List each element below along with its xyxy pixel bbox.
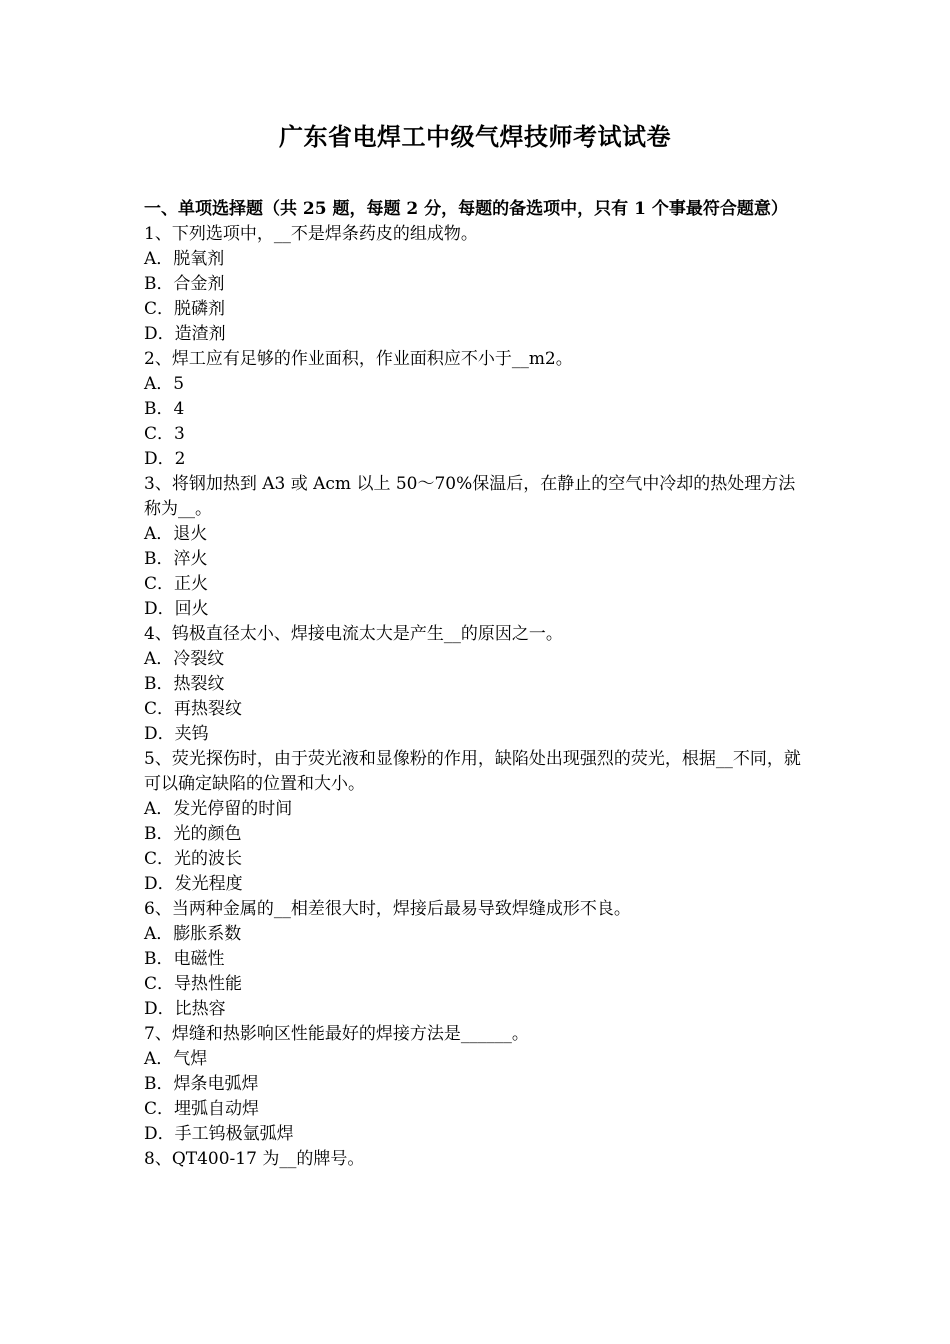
option-b: B．合金剂: [144, 274, 225, 294]
question-3: [144, 472, 812, 622]
question-stem: 3、将钢加热到 A3 或 Acm 以上 50～70%保温后，在静止的空气中冷却的热处理方法称为__。: [144, 474, 796, 519]
option-a: A．退火: [144, 524, 208, 544]
question-stem: 7、焊缝和热影响区性能最好的焊接方法是______。: [144, 1024, 529, 1044]
option-a: A．冷裂纹: [144, 649, 225, 669]
section-heading: 一、单项选择题（共 25 题，每题 2 分，每题的备选项中，只有 1 个事最符合题意）: [144, 199, 788, 219]
document-title: 广东省电焊工中级气焊技师考试试卷: [279, 122, 671, 151]
option-b: B．淬火: [144, 549, 208, 569]
option-b: B．电磁性: [144, 949, 225, 969]
option-d: D．夹钨: [144, 724, 209, 744]
exam-content: [144, 197, 812, 1172]
option-c: C．脱磷剂: [144, 299, 226, 319]
question-stem: 6、当两种金属的__相差很大时，焊接后最易导致焊缝成形不良。: [144, 899, 631, 919]
question-stem: 1、下列选项中，__不是焊条药皮的组成物。: [144, 224, 478, 244]
question-stem: 2、焊工应有足够的作业面积，作业面积应不小于__m2。: [144, 349, 573, 369]
question-1: [144, 222, 812, 347]
question-stem: 8、QT400-17 为__的牌号。: [144, 1149, 365, 1169]
option-a: A．5: [144, 374, 185, 394]
option-d: D．发光程度: [144, 874, 243, 894]
question-stem: 4、钨极直径太小、焊接电流太大是产生__的原因之一。: [144, 624, 563, 644]
option-a: A．发光停留的时间: [144, 799, 293, 819]
option-a: A．膨胀系数: [144, 924, 242, 944]
question-stem: 5、荧光探伤时，由于荧光液和显像粉的作用，缺陷处出现强烈的荧光，根据__不同，就可以确定缺陷的位置和大小。: [144, 749, 801, 794]
option-b: B．光的颜色: [144, 824, 242, 844]
option-d: D．手工钨极氩弧焊: [144, 1124, 294, 1144]
option-a: A．气焊: [144, 1049, 208, 1069]
option-c: C．再热裂纹: [144, 699, 243, 719]
question-8: [144, 1147, 812, 1172]
option-d: D．比热容: [144, 999, 226, 1019]
option-d: D．2: [144, 449, 186, 469]
option-c: C．3: [144, 424, 185, 444]
option-c: C．正火: [144, 574, 209, 594]
option-d: D．造渣剂: [144, 324, 226, 344]
question-7: [144, 1022, 812, 1147]
option-c: C．埋弧自动焊: [144, 1099, 260, 1119]
question-4: [144, 622, 812, 747]
question-2: [144, 347, 812, 472]
option-c: C．光的波长: [144, 849, 243, 869]
option-d: D．回火: [144, 599, 209, 619]
option-b: B．焊条电弧焊: [144, 1074, 259, 1094]
question-6: [144, 897, 812, 1022]
question-5: [144, 747, 812, 897]
option-b: B．热裂纹: [144, 674, 225, 694]
option-c: C．导热性能: [144, 974, 243, 994]
option-a: A．脱氧剂: [144, 249, 225, 269]
option-b: B．4: [144, 399, 185, 419]
